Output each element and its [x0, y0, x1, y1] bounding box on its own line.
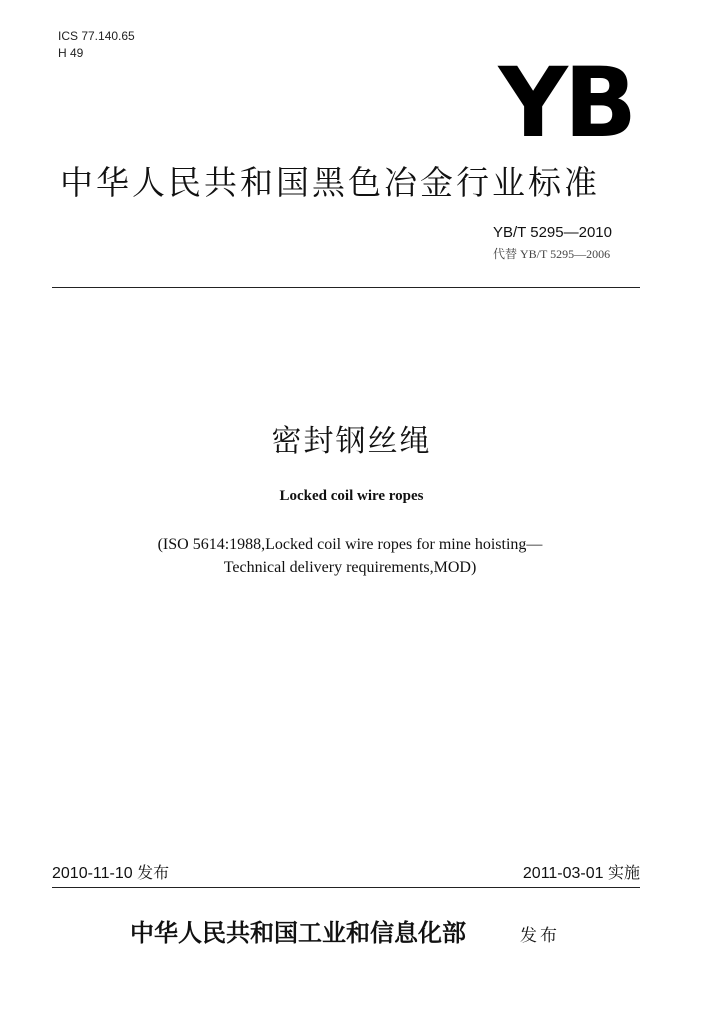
issue-date: 2010-11-10 发布	[52, 865, 170, 882]
classification-code: H 49	[58, 46, 84, 60]
top-divider	[52, 287, 640, 288]
english-title: Locked coil wire ropes	[279, 488, 424, 504]
chinese-title: 密封钢丝绳	[271, 424, 432, 459]
ics-block	[58, 28, 135, 62]
replaces-standard: 代替 YB/T 5295—2006	[493, 247, 611, 261]
ics-code: ICS 77.140.65	[58, 29, 135, 43]
organization-title: 中华人民共和国黑色冶金行业标准	[60, 163, 600, 202]
iso-reference-line1: (ISO 5614:1988,Locked coil wire ropes for mine hoisting—	[157, 536, 543, 553]
bottom-divider	[52, 887, 640, 888]
publisher-name: 中华人民共和国工业和信息化部	[130, 918, 466, 947]
iso-reference-line2: Technical delivery requirements,MOD)	[223, 559, 477, 576]
standard-number-text: YB/T 5295—2010	[493, 224, 612, 241]
implementation-date: 2011-03-01 实施	[522, 865, 640, 882]
yb-logo: YB	[498, 47, 633, 159]
publish-label: 发布	[520, 926, 560, 946]
standard-number	[493, 223, 612, 243]
iso-reference	[120, 533, 580, 579]
